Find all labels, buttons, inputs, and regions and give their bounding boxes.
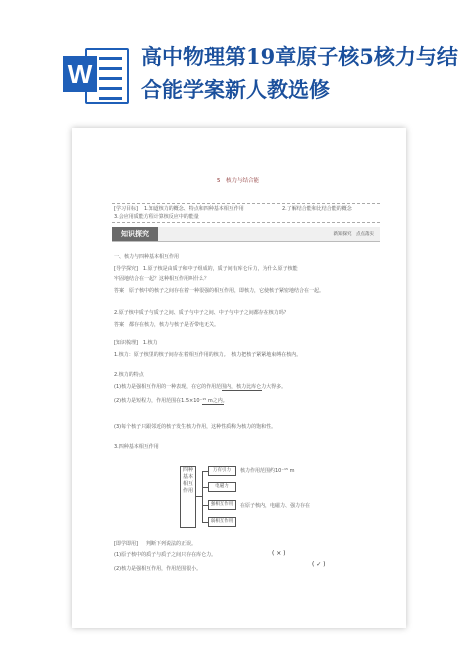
text-line: 1.核力：原子核里的核子间存在着相互作用的核力。 核力把核子紧紧地束缚在核内。 [114,352,302,358]
judge-mark: ( × ) [272,550,286,557]
diagram-item: 万有引力 [208,466,236,476]
diagram-item: 弱相互作用 [208,517,236,527]
text-line: 答案 都存在核力，核力与核子是否带电无关。 [114,322,220,328]
section-band [112,227,380,242]
text-line: 2.原子核中质子与质子之间、质子与中子之间、中子与中子之间都存在核力吗？ [114,310,289,316]
text-line: 牢固地结合在一起？这种相互作用叫什么？ [114,276,210,282]
text-line: 3.四种基本相互作用 [114,444,159,450]
diagram-root: 四种基本相互作用 [180,466,196,528]
judge-intro: 判断下列说法的正误。 [146,541,197,547]
blank-line [222,390,262,391]
section-label: 知识探究 [112,227,158,241]
diagram-note: 在原子核内，电磁力、强力存在 [240,503,311,509]
text-line: 2.核力的特点 [114,372,144,378]
goal-1: 1.知道核力的概念、特点和四种基本相互作用 [144,206,244,212]
lesson-title: 5 核力与结合能 [217,178,259,184]
document-page [72,128,406,628]
goal-2: 2.了解结合能和比结合能的概念 [282,206,352,212]
text-line: (2)核力是短程力，作用范围在1.5×10⁻¹⁵ m之内。 [114,398,228,404]
interaction-diagram [180,461,311,533]
diagram-note: 核力作用范围约10⁻¹⁵ m [240,468,295,474]
goal-3: 3.会应用质能方程计算核反应中的能量 [114,214,199,220]
text-line: [导学探究] 1.原子核是由质子和中子组成的，质子间有库仑斥力，为什么原子核能 [114,266,298,272]
goals-label: [学习目标] [114,206,138,212]
text-line: (1)核力是强相互作用的一种表现，在它的作用范围内，核力比库仑力大得多。 [114,384,287,390]
text-line: 答案 原子核中的核子之间存在着一种很强的相互作用，即核力，它使核子紧密地结合在一起。 [114,288,325,294]
diagram-item: 电磁力 [208,482,236,492]
judge-label: [即学即用] [114,541,138,547]
judge-item: (2)核力是强相互作用，作用范围很小。 [114,566,202,572]
text-line: [知识梳理] 1.核力 [114,340,158,346]
diagram-item: 强相互作用 [208,500,236,510]
header [0,0,474,125]
section-subtitle: 新知探究 点点落实 [333,232,374,237]
blank-line [202,404,224,405]
text-line: 一、核力与四种基本相互作用 [114,254,180,260]
text-line: (3)每个核子只跟邻近的核子发生核力作用，这种性质称为核力的饱和性。 [114,424,277,430]
judge-mark: ( ✓ ) [312,561,326,568]
word-badge: W [63,56,97,92]
word-icon [63,44,129,104]
judge-item: (1)原子核中的质子与质子之间只存在库仑力。 [114,552,217,558]
document-title: 高中物理第19章原子核5核力与结合能学案新人教选修 [141,44,458,102]
